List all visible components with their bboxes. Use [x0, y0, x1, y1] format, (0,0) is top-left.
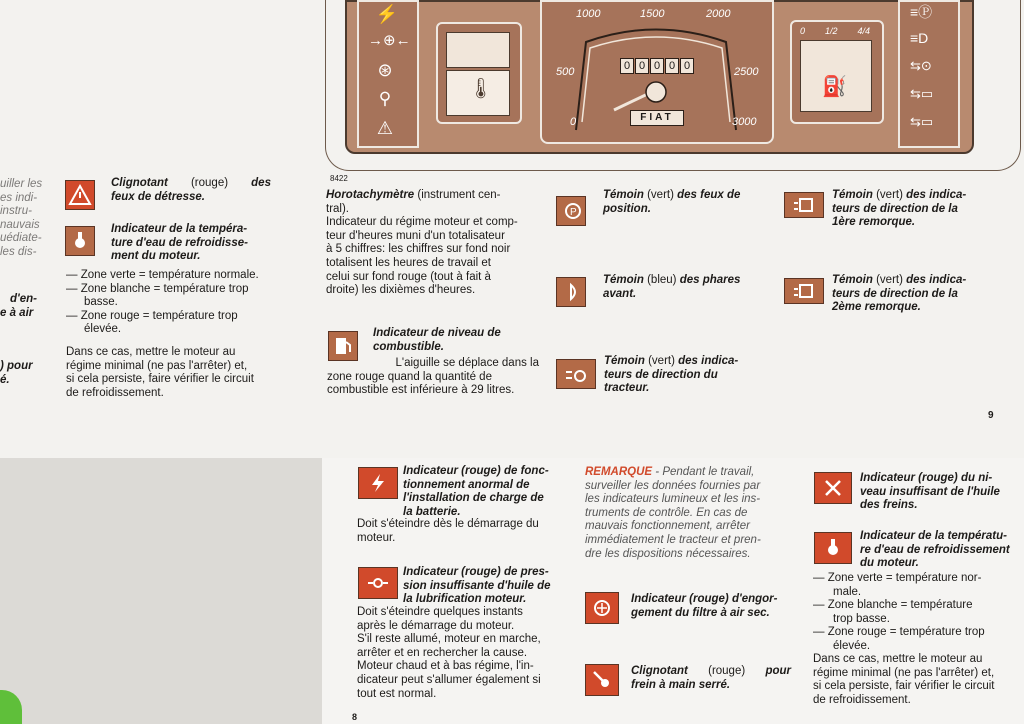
handbrake-line2: frein à main serré. [631, 678, 731, 691]
brand-plate: FIAT [630, 110, 684, 126]
text-line: truments de contrôle. En cas de [585, 506, 748, 519]
text-line: moteur. [357, 531, 396, 544]
text-line: l'installation de charge de [403, 492, 544, 505]
trailer2-title: Témoin [832, 274, 873, 286]
position-light-icon [556, 196, 586, 226]
text-line: dicateur peut s'allumer également si [357, 673, 541, 686]
text-line: la lubrification moteur. [403, 593, 527, 606]
trailer2-tail: des indica- [906, 274, 967, 286]
tractor-line1 [604, 355, 764, 369]
position-light-text [603, 189, 763, 216]
handbrake-icon: ⚲ [378, 89, 392, 108]
text-line: ture d'eau de refroidisse- [111, 236, 248, 249]
hazard-color: (rouge) [190, 177, 229, 189]
handbrake-title: Clignotant [631, 665, 688, 677]
trailer2-indicator-icon [784, 278, 824, 304]
fragment: les dis- [0, 245, 37, 258]
counter-digit: 0 [635, 58, 649, 74]
text-line: S'il reste allumé, moteur en marche, [357, 633, 541, 646]
text-line: Doit s'éteindre dès le démarrage du [357, 518, 539, 530]
bottom-left-shadow [0, 458, 322, 724]
text-line: teurs de direction de la [832, 202, 958, 215]
text-line: les indicateurs lumineux et les ins- [585, 493, 761, 506]
svg-text:P: P [570, 207, 577, 218]
trailer1-tail: des indica- [906, 189, 967, 201]
handbrake-text [631, 665, 791, 692]
remark-first: - Pendant le travail, [655, 466, 755, 478]
tractor-tail: des indica- [678, 355, 739, 367]
hazard-warning-text [111, 177, 271, 204]
fragment: es indi- [0, 191, 38, 204]
headlight-text [603, 274, 763, 301]
text-line: régime minimal (ne pas l'arrêter) et, [66, 359, 248, 372]
text-line: combustible. [373, 340, 444, 353]
tach-tick-2500: 2500 [734, 66, 759, 78]
tractor-indicator-text [604, 355, 764, 396]
brake-fluid-title [860, 472, 1024, 513]
list-item: — Zone verte = température nor- [813, 572, 982, 584]
hour-meter-after: (instrument cen- [417, 189, 501, 201]
air-filter-icon [585, 592, 619, 624]
remark-block [585, 466, 795, 561]
text-line: celui sur fond rouge (tout à fait à [326, 270, 491, 283]
text-line: dre les dispositions nécessaires. [585, 547, 751, 560]
fragment: instru- [0, 205, 32, 218]
list-item: basse. [84, 296, 118, 309]
left-fragment: d'en- [10, 293, 38, 305]
position-tail: des feux de [677, 189, 741, 201]
water-temperature-title [111, 223, 281, 264]
trailer2-color: (vert) [876, 274, 903, 286]
counter-digit: 0 [680, 58, 694, 74]
text-line: combustible est inférieure à 29 litres. [327, 384, 515, 397]
text-line: Indicateur (rouge) de fonc- [403, 465, 549, 477]
text-line: Indicateur de la températu- [860, 530, 1007, 542]
handbrake-tail: pour [765, 665, 791, 677]
fragment: uédiate- [0, 232, 42, 245]
text-line: régime minimal (ne pas l'arrêter) et, [813, 666, 995, 679]
water-temperature-icon [65, 226, 95, 256]
headlight-icon [556, 277, 586, 307]
hazard-warning-icon [65, 180, 95, 210]
headlight-title: Témoin [603, 274, 644, 286]
position-color: (vert) [647, 189, 674, 201]
list-item: — Zone blanche = température trop [66, 282, 249, 295]
battery-charge-text [357, 518, 567, 545]
hour-counter [620, 58, 694, 74]
tach-tick-2000: 2000 [706, 8, 731, 20]
fragment: uiller les [0, 178, 43, 190]
list-item: male. [833, 585, 862, 598]
text-line: tral). [326, 202, 349, 215]
text-line: teurs de direction de la [832, 287, 958, 300]
hazard-icon: ⚠ [376, 118, 394, 138]
trailer1-color: (vert) [876, 189, 903, 201]
trailer1-title: Témoin [832, 189, 873, 201]
text-line: de refroidissement. [813, 693, 911, 706]
fuel-tick: 4/4 [857, 26, 870, 36]
fuel-level-text [327, 357, 539, 398]
tach-tick-1000: 1000 [576, 8, 601, 20]
text-line: surveiller les données fournies par [585, 479, 761, 492]
text-line: Dans ce cas, mettre le moteur au [66, 346, 236, 358]
hazard-tail: des [251, 177, 271, 189]
trailer1-indicator-icon: ⇆▭ [910, 86, 934, 101]
text-line: droite) les dixièmes d'heures. [326, 284, 476, 297]
counter-digit: 0 [665, 58, 679, 74]
headlight-icon: ≡D [910, 30, 929, 46]
water-temperature-title-p8 [860, 530, 1024, 571]
text-line: immédiatement le tracteur et pren- [585, 533, 761, 546]
text-line: tionnement anormal de [403, 478, 530, 491]
remark-line1 [585, 466, 795, 480]
handbrake-icon [585, 664, 619, 696]
handbrake-color: (rouge) [708, 665, 746, 677]
trailer1-text [832, 189, 997, 230]
left-fragment: é. [0, 374, 10, 386]
temperature-gauge-face [446, 32, 510, 68]
list-item: — Zone verte = température normale. [66, 269, 259, 281]
text-line: des freins. [860, 499, 918, 512]
list-item: — Zone blanche = température [813, 599, 973, 612]
text-line: Indicateur (rouge) de pres- [403, 566, 549, 578]
headlight-tail: des phares [679, 274, 741, 286]
tach-tick-3000: 3000 [732, 116, 757, 128]
text-line: tracteur. [604, 382, 650, 395]
list-item: trop basse. [833, 612, 890, 625]
handbrake-line1 [631, 665, 791, 679]
trailer1-indicator-icon [784, 192, 824, 218]
text-line: teurs de direction du [604, 368, 718, 381]
oil-pressure-icon [358, 567, 398, 599]
text-line: Indicateur (rouge) d'engor- [631, 593, 778, 605]
headlight-color: (bleu) [647, 274, 677, 286]
battery-icon: ⚡ [375, 4, 399, 24]
air-filter-title [631, 593, 796, 620]
left-fragment: e à air [0, 307, 34, 319]
thermometer-icon: 🌡 [468, 78, 494, 100]
tractor-indicator-icon: ⇆⊙ [910, 58, 932, 73]
text-line: du moteur. [860, 557, 919, 570]
text-line: mauvais fonctionnement, arrêter [585, 520, 750, 533]
tach-tick-500: 500 [556, 66, 575, 78]
tach-tick-0: 0 [570, 116, 577, 128]
position-line2: position. [603, 202, 651, 215]
counter-digit: 0 [650, 58, 664, 74]
temperature-zone-list [66, 269, 276, 337]
fragment: nauvais [0, 218, 40, 231]
list-item: — Zone rouge = température trop [66, 309, 238, 322]
headlight-line2: avant. [603, 287, 637, 300]
figure-number: 8422 [330, 174, 348, 183]
hazard-title: Clignotant [111, 177, 168, 189]
oil-pressure-icon: →⊕← [368, 32, 411, 49]
list-item: élevée. [833, 639, 871, 652]
hour-meter-section [326, 189, 536, 298]
fuel-scale [800, 26, 870, 36]
text-line: de refroidissement. [66, 386, 164, 399]
text-line: sion insuffisante d'huile de [403, 579, 551, 592]
text-line: Indicateur de niveau de [373, 327, 501, 339]
position-light-icon: ≡Ⓟ [910, 4, 933, 20]
trailer2-line1 [832, 274, 997, 288]
fuel-tick: 1/2 [824, 26, 838, 36]
text-line: 1ère remorque. [832, 216, 916, 229]
left-page-fragments [0, 178, 50, 260]
left-fragment: ) pour [0, 360, 33, 372]
battery-charge-icon [358, 467, 398, 499]
tach-tick-1500: 1500 [640, 8, 665, 20]
fuel-pump-icon: ⛽ [822, 76, 847, 98]
text-line: Indicateur du régime moteur et comp- [326, 216, 518, 229]
hazard-warning-line1 [111, 177, 271, 191]
temperature-advice [66, 346, 276, 400]
list-item: élevée. [84, 323, 122, 336]
text-line: gement du filtre à air sec. [631, 606, 770, 619]
hour-meter-line1 [326, 189, 536, 203]
air-filter-icon: ⊛ [377, 60, 393, 80]
text-line: teur d'heures muni d'un totalisateur [326, 229, 505, 242]
text-line: après le démarrage du moteur. [357, 619, 515, 632]
position-title: Témoin [603, 189, 644, 201]
text-line: Doit s'éteindre quelques instants [357, 606, 523, 618]
text-line: si cela persiste, faire vérifier le circuit [66, 373, 254, 386]
fuel-tick: 0 [800, 26, 806, 36]
list-item: — Zone rouge = température trop [813, 626, 985, 639]
tractor-title: Témoin [604, 355, 645, 367]
tractor-indicator-icon [556, 359, 596, 389]
text-line: veau insuffisant de l'huile [860, 485, 1000, 498]
hour-meter-title: Horotachymètre [326, 189, 415, 201]
text-line: à 5 chiffres: les chiffres sur fond noir [326, 243, 511, 256]
tractor-color: (vert) [648, 355, 675, 367]
headlight-line1 [603, 274, 763, 288]
trailer2-text [832, 274, 997, 315]
counter-digit: 0 [620, 58, 634, 74]
text-line: la batterie. [403, 505, 461, 518]
oil-pressure-title [403, 566, 563, 607]
hazard-line2: feux de détresse. [111, 190, 205, 203]
brake-fluid-icon [814, 472, 852, 504]
text-line: arrêter et en rechercher la cause. [357, 646, 528, 659]
text-line: si cela persiste, fair vérifier le circuit [813, 680, 995, 693]
temperature-zone-list-p8 [813, 572, 1024, 654]
temperature-advice-p8 [813, 653, 1024, 707]
text-line: L'aiguille se déplace dans la [395, 357, 539, 369]
remark-label: REMARQUE [585, 466, 653, 478]
text-line: Dans ce cas, mettre le moteur au [813, 653, 983, 665]
trailer2-indicator-icon: ⇆▭ [910, 114, 934, 129]
text-line: 2ème remorque. [832, 301, 921, 314]
oil-pressure-text [357, 606, 567, 701]
position-line1 [603, 189, 763, 203]
page-number-8: 8 [352, 712, 358, 722]
text-line: Indicateur (rouge) du ni- [860, 472, 993, 484]
battery-charge-title [403, 465, 563, 519]
text-line: Indicateur de la tempéra- [111, 223, 248, 235]
text-line: re d'eau de refroidissement [860, 543, 1010, 556]
text-line: Moteur chaud et à bas régime, l'in- [357, 660, 534, 673]
trailer1-line1 [832, 189, 997, 203]
text-line: totalisent les heures de travail et [326, 256, 491, 269]
text-line: tout est normal. [357, 687, 437, 700]
text-line: ment du moteur. [111, 250, 201, 263]
water-temperature-icon [814, 532, 852, 564]
text-line: zone rouge quand la quantité de [327, 370, 492, 383]
fuel-level-title [373, 327, 538, 354]
page-number-9: 9 [988, 410, 994, 421]
